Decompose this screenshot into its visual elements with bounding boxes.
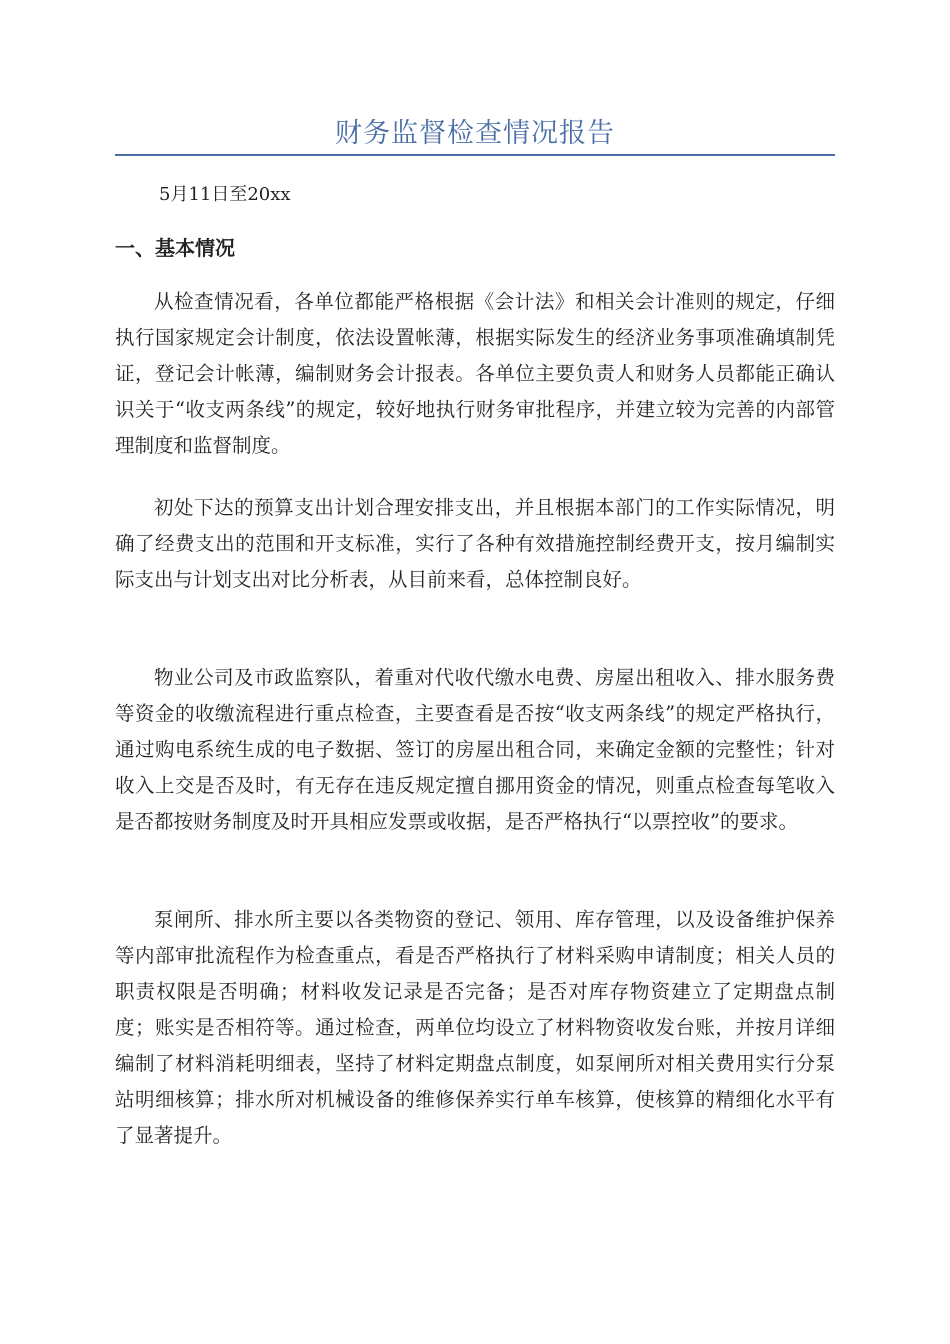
page-title: 财务监督检查情况报告 — [335, 118, 615, 149]
paragraph-3: 物业公司及市政监察队，着重对代收代缴水电费、房屋出租收入、排水服务费等资金的收缴流程进行重点检查，主要查看是否按“收支两条线”的规定严格执行，通过购电系统生成的电子数据、签订的房屋出租合同，来确定金额的完整性；针对收入上交是否及时，有无存在违反规定擅自挪用资金的情况，则重点检查每笔收入是否都按财务制度及时开具相应发票或收据，是否严格执行“以票控收”的要求。 — [115, 666, 835, 833]
paragraph-4: 泵闸所、排水所主要以各类物资的登记、领用、库存管理，以及设备维护保养等内部审批流程作为检查重点，看是否严格执行了材料采购申请制度；相关人员的职责权限是否明确；材料收发记录是否完备；是否对库存物资建立了定期盘点制度；账实是否相符等。通过检查，两单位均设立了材料物资收发台账，并按月详细编制了材料消耗明细表，坚持了材料定期盘点制度，如泵闸所对相关费用实行分泵站明细核算；排水所对机械设备的维修保养实行单车核算，使核算的精细化水平有了显著提升。 — [115, 908, 835, 1147]
section-heading: 一、基本情况 — [115, 236, 235, 260]
date-line: 5月11日至20xx — [159, 184, 291, 205]
paragraph-2: 初处下达的预算支出计划合理安排支出，并且根据本部门的工作实际情况，明确了经费支出的范围和开支标准，实行了各种有效措施控制经费开支，按月编制实际支出与计划支出对比分析表，从目前来看，总体控制良好。 — [115, 496, 835, 591]
paragraph-1: 从检查情况看，各单位都能严格根据《会计法》和相关会计准则的规定，仔细执行国家规定会计制度，依法设置帐薄，根据实际发生的经济业务事项准确填制凭证，登记会计帐薄，编制财务会计报表。各单位主要负责人和财务人员都能正确认识关于“收支两条线”的规定，较好地执行财务审批程序，并建立较为完善的内部管理制度和监督制度。 — [115, 290, 835, 457]
title-underline — [115, 154, 835, 156]
